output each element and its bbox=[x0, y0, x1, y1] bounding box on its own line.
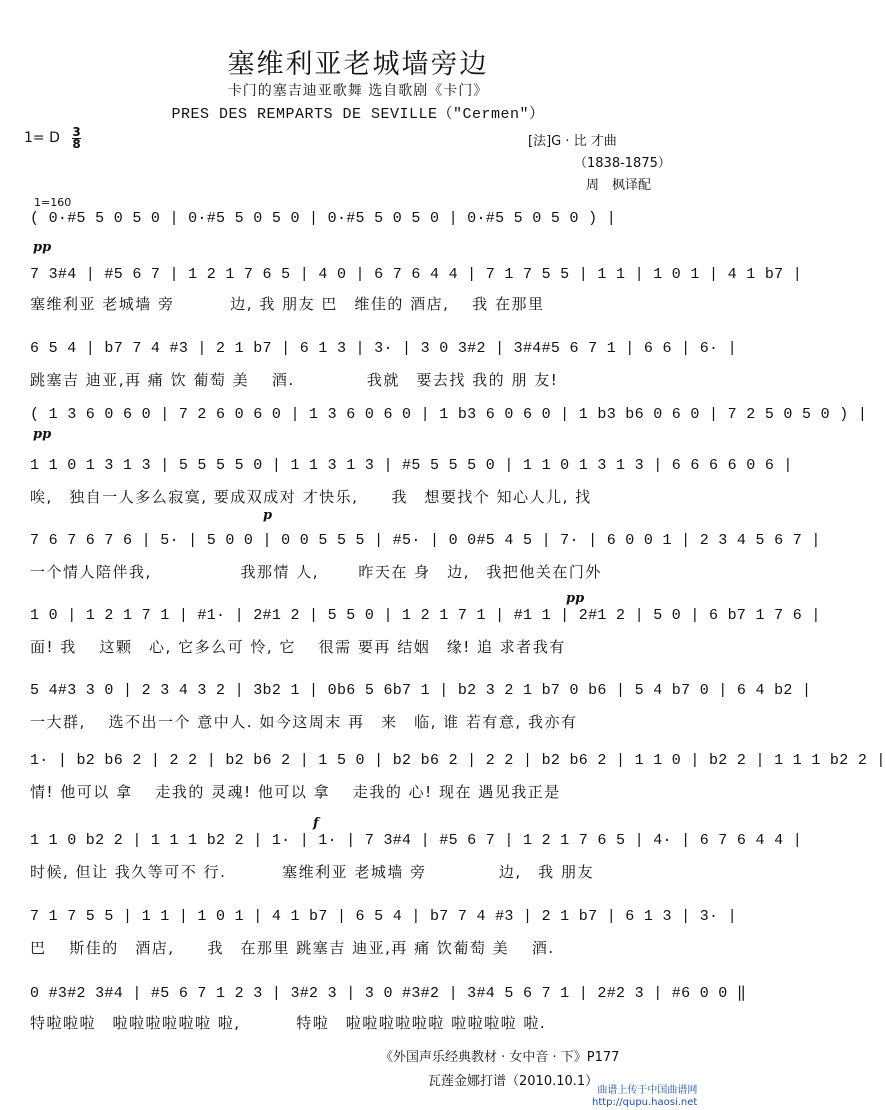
score-system-8-notes: 5 4#3 3 0 | 2 3 4 3 2 | 3b2 1 | 0b6 5 6b7 1 | b2 3 2 1 b7 0 b6 | 5 4 b7 0 | 6 4 b2 | bbox=[30, 682, 812, 699]
dynamic-p: p bbox=[263, 508, 273, 523]
watermark-line-2: http://qupu.haosi.net bbox=[592, 1097, 698, 1108]
score-system-11-notes: 7 1 7 5 5 | 1 1 | 1 0 1 | 4 1 b7 | 6 5 4 | b7 7 4 #3 | 2 1 b7 | 6 1 3 | 3· | bbox=[30, 908, 737, 925]
score-system-7-notes: 1 0 | 1 2 1 7 1 | #1· | 2#1 2 | 5 5 0 | 1 2 1 7 1 | #1 1 | 2#1 2 | 5 0 | 6 b7 1 7 6 | bbox=[30, 607, 821, 624]
score-system-11-lyrics: 巴 斯佳的 酒店, 我 在那里 跳塞吉 迪亚,再 痛 饮葡萄 美 酒. bbox=[30, 939, 555, 957]
tempo-marking: 1=160 bbox=[34, 196, 72, 209]
score-system-5-notes: 1 1 0 1 3 1 3 | 5 5 5 5 0 | 1 1 3 1 3 | #5 5 5 5 0 | 1 1 0 1 3 1 3 | 6 6 6 6 0 6 | bbox=[30, 457, 793, 474]
dynamic-f: f bbox=[313, 816, 319, 831]
watermark-line-1: 曲谱上传于中国曲谱网 bbox=[597, 1085, 698, 1096]
dynamic-pp-2: pp bbox=[33, 427, 52, 442]
score-system-12-notes: 0 #3#2 3#4 | #5 6 7 1 2 3 | 3#2 3 | 3 0 #3#2 | 3#4 5 6 7 1 | 2#2 3 | #6 0 0 ‖ bbox=[30, 985, 747, 1002]
score-system-10-notes: 1 1 0 b2 2 | 1 1 1 b2 2 | 1· | 1· | 7 3#4 | #5 6 7 | 1 2 1 7 6 5 | 4· | 6 7 6 4 4 | bbox=[30, 832, 803, 849]
score-system-6-lyrics: 一个情人陪伴我, 我那情 人, 昨天在 身 边, 我把他关在门外 bbox=[30, 563, 602, 581]
time-sig-top: 3 bbox=[72, 125, 81, 139]
score-system-10-lyrics: 时候, 但让 我久等可不 行. 塞维利亚 老城墙 旁 边, 我 朋友 bbox=[30, 863, 594, 881]
time-sig-bottom: 8 bbox=[72, 137, 81, 151]
score-system-9-notes: 1· | b2 b6 2 | 2 2 | b2 b6 2 | 1 5 0 | b2 b6 2 | 2 2 | b2 b6 2 | 1 1 0 | b2 2 | 1 1 1 b2 2 | bbox=[30, 752, 886, 769]
dynamic-pp-1: pp bbox=[33, 240, 52, 255]
score-system-1-notes: ( 0·#5 5 0 5 0 | 0·#5 5 0 5 0 | 0·#5 5 0 5 0 | 0·#5 5 0 5 0 ) | bbox=[30, 210, 616, 227]
source-citation: 《外国声乐经典教材 · 女中音 · 下》P177 bbox=[380, 1050, 620, 1065]
typist-credit: 瓦莲金娜打谱（2010.10.1） bbox=[428, 1074, 599, 1089]
score-system-4-notes: ( 1 3 6 0 6 0 | 7 2 6 0 6 0 | 1 3 6 0 6 0 | 1 b3 6 0 6 0 | 1 b3 b6 0 6 0 | 7 2 5 0 5 0 ) | bbox=[30, 406, 868, 423]
dynamic-pp-3: pp bbox=[566, 591, 585, 606]
time-signature bbox=[72, 127, 81, 150]
score-system-7-lyrics: 面! 我 这颗 心, 它多么可 怜, 它 很需 要再 结姻 缘! 追 求者我有 bbox=[30, 638, 566, 656]
key-signature: 1= D bbox=[24, 130, 60, 146]
score-system-2-lyrics: 塞维利亚 老城墙 旁 边, 我 朋友 巴 维佳的 酒店, 我 在那里 bbox=[30, 295, 545, 313]
composer-credit: [法]G · 比 才曲 bbox=[528, 134, 617, 149]
score-system-9-lyrics: 情! 他可以 拿 走我的 灵魂! 他可以 拿 走我的 心! 现在 遇见我正是 bbox=[30, 783, 561, 801]
score-system-3-lyrics: 跳塞吉 迪亚,再 痛 饮 葡萄 美 酒. 我就 要去找 我的 朋 友! bbox=[30, 371, 559, 389]
song-subtitle: 卡门的塞吉迪亚歌舞 选自歌剧《卡门》 bbox=[227, 83, 489, 99]
site-watermark bbox=[592, 1085, 697, 1109]
song-title: 塞维利亚老城墙旁边 bbox=[227, 49, 489, 80]
score-system-5-lyrics: 唉, 独自一人多么寂寞, 要成双成对 才快乐, 我 想要找个 知心人儿, 找 bbox=[30, 488, 592, 506]
score-system-6-notes: 7 6 7 6 7 6 | 5· | 5 0 0 | 0 0 5 5 5 | #5· | 0 0#5 4 5 | 7· | 6 0 0 1 | 2 3 4 5 6 7 | bbox=[30, 532, 821, 549]
score-system-2-notes: 7 3#4 | #5 6 7 | 1 2 1 7 6 5 | 4 0 | 6 7 6 4 4 | 7 1 7 5 5 | 1 1 | 1 0 1 | 4 1 b7 | bbox=[30, 266, 803, 283]
composer-years: （1838-1875） bbox=[574, 156, 671, 171]
arranger-credit: 周 枫译配 bbox=[586, 178, 652, 193]
french-title: PRES DES REMPARTS DE SEVILLE（"Cermen"） bbox=[171, 106, 545, 123]
score-system-12-lyrics: 特啦啦啦 啦啦啦啦啦啦 啦, 特啦 啦啦啦啦啦啦 啦啦啦啦 啦. bbox=[30, 1014, 547, 1032]
score-system-3-notes: 6 5 4 | b7 7 4 #3 | 2 1 b7 | 6 1 3 | 3· | 3 0 3#2 | 3#4#5 6 7 1 | 6 6 | 6· | bbox=[30, 340, 737, 357]
score-system-8-lyrics: 一大群, 选不出一个 意中人. 如今这周末 再 来 临, 谁 若有意, 我亦有 bbox=[30, 713, 578, 731]
